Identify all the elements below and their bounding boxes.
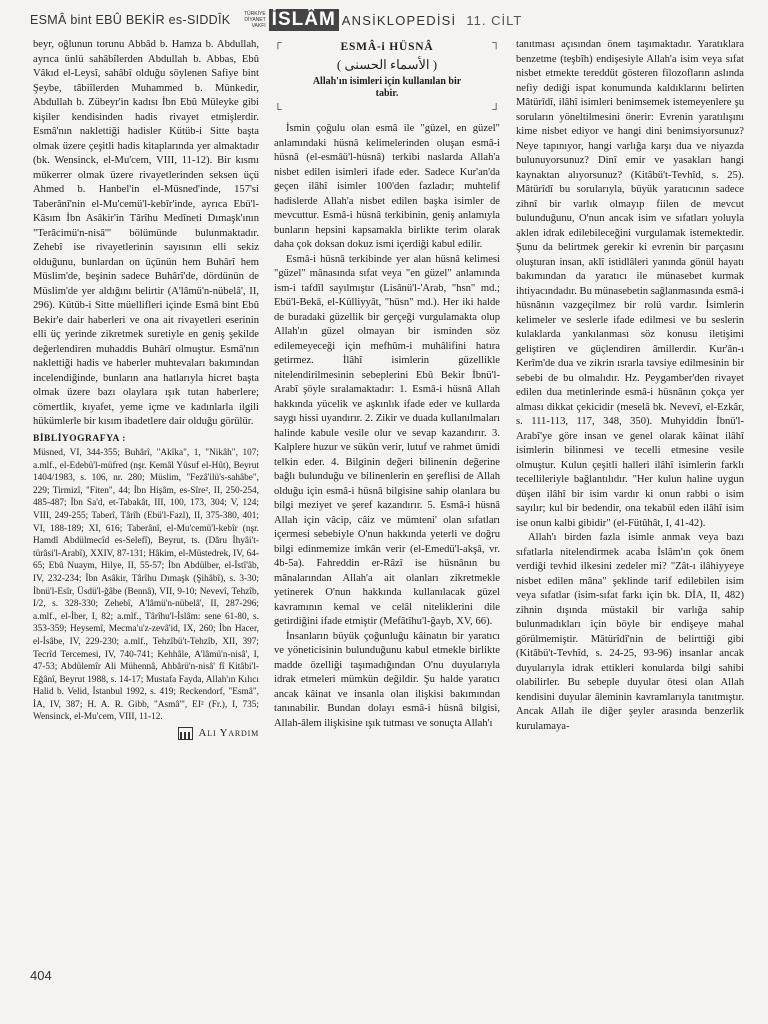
corner-mark-icon: ┘ xyxy=(492,104,500,116)
column-right xyxy=(516,38,744,734)
column-middle xyxy=(274,38,500,731)
body-paragraph: İnsanların büyük çoğunluğu kâinatın bir yaratıcı ve yöneticisinin bulunduğunu kabul etmekle birlikte madde özelliği taşımadığından O'nu duyularıyla idrak etmeleri mümkün değildir. Şu halde yaratıcı ancak kâinat ve insanla olan ilişkisi bakımından tanınabilir. Bundan dolayı esmâ-i hüsnâ bilgisi, Allah-âlem ilişkisine ışık tutması ve sonuçta Allah'ı xyxy=(274,630,500,729)
body-paragraph: İsmin çoğulu olan esmâ ile "güzel, en güzel" anlamındaki hüsnâ kelimelerinden oluşan esmâ-i hüsnâ (el-esmâü'l-hüsnâ) terkibi naslarda Allah'a nisbet edilen isimleri ifade eder. Sadece Kur'an'da geçen ilâhî isimler 100'den fazladır; muhtelif hadislerde Allah'a nisbet edilen başka isimler de mevcuttur. Esmâ-i hüsnâ terkibinin, geniş anlamıyla bunların hepsini kapsamakla birlikte terim olarak daha çok doksan dokuz ismi içerdiği kabul edilir. xyxy=(274,123,500,250)
corner-mark-icon: ┌ xyxy=(274,37,282,49)
bibliography-text: Müsned, VI, 344-355; Buhârî, "Akîka", 1, "Nikâh", 107; a.mlf., el-Edebü'l-müfred (nşr. Kemâl Yûsuf el-Hût), Beyrut 1404/1983, s. 106, nr. 280; Müslim, "Fezâ'ilü's-sahâbe", 229; Tirmizî, "Fiten", 44; İbn Hişâm, es-Sîre², II, 250-254, 485-487; İbn Sa'd, et-Tabakât, III, 100, 173, 304; V, 124; VIII, 249-255; Taberî, Târîh (Ebü'l-Fazl), II, 375-380, 401; VI, 188-189; XI, 616; Taberânî, el-Mu'cemü'l-kebîr (nşr. Hamdî Abdülmecîd es-Selefî), Beyrut, ts. (Dâru İhyâi't-türâsi'l-Arabî), XXIV, 87-131; Hâkim, el-Müstedrek, IV, 64-65; Ebû Nuaym, Hilye, II, 55-57; İbn Abdülber, el-İstî'âb, IV, 232-234; İbn Asâkir, Târîhu Dımaşk (Şihâbî), s. 3-30; İbnü'l-Esîr, Üsdü'l-ğâbe (Bennâ), VII, 9-10; Nevevî, Tehzîb, I/2, s. 328-330; Zehebî, A'lâmü'n-nübelâ', II, 287-296; a.mlf., el-İber, I, 82; a.mlf., Târîhu'l-İslâm: sene 61-80, s. 353-359; Heysemî, Mecma'u'z-zevâ'id, IX, 260; İbn Hacer, el-İsâbe, IV, 229-230; a.mlf., Tehzîbü't-Tehzîb, XII, 397; Tecrîd Tercemesi, IV, 740-741; Kehhâle, A'lâmü'n-nisâ', I, 47-53; Abdülemîr Ali Mühennâ, Ahbârü'n-nisâ' fî Kitâbi'l-Eğânî, Beyrut 1988, s. 14-17; Mustafa Fayda, Allah'ın Kılıcı Halid b. Velid, İstanbul 1992, s. 419; Reckendorf, "Esmâ", İA, IV, 387; H. A. R. Gibb, "Asmâ'", EI² (Fr.), I, 735; Wensinck, el-Mu'cem, VIII, 11-12. xyxy=(33,448,259,723)
volume-label: 11. CİLT xyxy=(466,12,523,28)
entry-definition: Allah'ın isimleri için kullanılan bir tabir. xyxy=(312,75,462,99)
entry-title: ESMÂ-i HÜSNÂ xyxy=(340,41,434,53)
body-paragraph: Allah'ı birden fazla isimle anmak veya bazı sıfatlarla nitelendirmek acaba İslâm'ın çok önem verdiği tevhid ilkesini zedeler mi? "Zât-ı ilâhiyyeye nisbet edilen mâna" şeklinde tarif edilebilen isim veya sıfatlar (isim-sıfat farkı için bk. DİA, II, 482) zihnin dışında müstakil bir varlığa sahip bulunmadıkları için böyle bir endişeye mahal görülmemiştir. Mâtürîdî'nin de belirttiği gibi (Kitâbü't-Tevhîd, s. 24-25, 93-96) insanlar ancak duyularıyla idrak ettikleri konularda bilgi sahibi olabilirler. Bu sebeple duyular ötesi olan Allah kendisini duyular âleminin kavramlarıyla tanıtmıştır. Ancak Allah ile diğer şeyler arasında benzerlik kurulamaya- xyxy=(516,532,744,732)
brand-publisher-line: TÜRKİYE xyxy=(244,11,266,17)
body-paragraph: Esmâ-i hüsnâ terkibinde yer alan hüsnâ kelimesi "güzel" mânasında sıfat veya "en güzel" anlamında ism-i tafdîl sayılmıştır (Lisânü'l-'Arab, "hsn" md.; Ebü'l-Bekā, el-Külliyyât, "hüsn" md.). Her iki halde de buradaki güzellik bir gerçeği vurgulamakta olup Allah'ın güzel olmayan bir isminden söz edilemeyeceği için mefhûm-i muhâlifini hatıra getirmez. İlâhî isimlerin güzellikle nitelendirilmesinin sebeplerini Ebû Bekir İbnü'l-Arabî şöyle sıralamaktadır: 1. Esmâ-i hüsnâ Allah hakkında yücelik ve aşkınlık ifade eder ve kullarda saygı hissi uyandırır. 2. Zikir ve duada kullanılmaları halinde kabule vesile olur ve sevap kazandırır. 3. Kalplere huzur ve sükûn verir, lutuf ve rahmet ümidi telkin eder. 4. Bilginin değeri bilinenin değerine bağlı bulunduğu ve bilinenlerin en şereflisi de Allah olduğu için esmâ-i hüsnâ bilgisine sahip olanlara bu bilgi meziyet ve şeref kazandırır. 5. Esmâ-i hüsnâ Allah için vâcip, câiz ve mümteni' olan sıfatları içermesi sebebiyle O'nun hakkında yeterli ve doğru bilgi edinmemize imkân verir (el-Emedü'l-akşâ, vr. 4b-5a). Fahreddin er-Râzî ise hüsnânın bu mânalarından Allah'a ait olanları zikretmekle yetinerek O'nun hakkında kullanılacak güzel kavramının kemal ve celâl niteliklerini dile getirdiğini ifade etmiştir (Mefâtîhu'l-ğayb, XV, 66). xyxy=(274,253,500,627)
bibliography-heading: BİBLİYOGRAFYA : xyxy=(33,433,126,444)
body-paragraph: tanıtması açısından önem taşımaktadır. Yaratıklara benzetme (teşbîh) endişesiyle Allah'a isim veya sıfat nisbet etmekte tereddüt gösteren filozofların aslında nefiy dediği ispat konumunda kaldıklarını belirten Mâtürîdî, ilâhî isimleri benimsemek istemeyenlere şu soruların yöneltilmesini önerir: Evrenin yaratılışını kime nisbet ediyor ve hangi dini benimsiyorsunuz? Neye tapınıyor, hangi varlığa karşı dua ve niyazda bulunuyorsunuz? Dinî emir ve yasakları hangi kaynaktan alıyorsunuz? (Kitâbü't-Tevhîd, s. 25). Mâtürîdî bu sorularıyla, büyük yaratıcının sadece zihnî bir varlık olmayıp fiilen de mevcut bulunduğunu, O'nun ancak isim ve sıfatları yoluyla aklen idrak edilebileceğini vurgulamak istemektedir. Şunu da belirtmek gerekir ki evrenin bir parçasını oluşturan insan, aklî istidlâleri yanında gönül hayatı bakımından da yaratıcı ile münasebet kurmak ihtiyacındadır. Bu münasebetin sağlanmasında esmâ-i hüsnânın vazgeçilmez bir rolü vardır. İsimlerin kelimeler ve seslerle ifade edilmesi ve bu seslerin kulaklarda yankılanması söz konusu iletişimi geliştiren ve güçlendiren âmillerdir. Kur'ân-ı Kerîm'de dua ve zikrin ısrarla tavsiye edilmesinin bir sebebi de bu olmalıdır. Hz. Peygamber'den rivayet edilen dua metinlerinde esmâ-i hüsnânın çokça yer alması dikkat çekicidir (meselâ bk. Nevevî, el-Ezkâr, s. 111-113, 117, 348, 350). Muhyiddin İbnü'l-Arabî'ye göre insan ve genel olarak kâinat ilâhî isimlerin bilinmesi ve tecelli etmesine vesile olmuştur. Kulun çeşitli halleri ilâhî isimlerin farklı tecellileriyle bağlantılıdır. "Her kulun haline uygun düşen ilâhî bir isim vardır ki onun rabbi o isim sayılır; kul bir bedendir, ona tekabül eden ilâhî isim ise onun kalbi gibidir" (el-Fütûhât, I, 41-42). xyxy=(516,39,745,529)
brand-publisher-line: VAKFI xyxy=(251,23,266,29)
author-signature xyxy=(33,726,259,741)
page-header xyxy=(30,6,738,34)
brand-publisher xyxy=(244,11,266,29)
entry-heading-box xyxy=(274,38,500,116)
corner-mark-icon: ┐ xyxy=(492,37,500,49)
brand-publisher-line: DİYANET xyxy=(244,17,266,23)
running-head: ESMÂ bint EBÛ BEKİR es-SIDDÎK xyxy=(30,13,231,27)
entry-arabic-title: ( الأسماء الحسنى ) xyxy=(336,56,438,72)
encyclopedia-brand xyxy=(244,6,522,34)
brand-islam-logo: İSLÂM xyxy=(269,9,339,31)
author-name: Ali Yardım xyxy=(198,727,259,740)
page-number: 404 xyxy=(30,968,52,983)
corner-mark-icon: └ xyxy=(274,104,282,116)
building-icon xyxy=(178,727,193,740)
column-left xyxy=(33,38,259,741)
brand-title: ANSİKLOPEDİSİ xyxy=(341,12,457,28)
body-paragraph: beyr, oğlunun torunu Abbâd b. Hamza b. Abdullah, ayrıca ünlü sahâbîlerden Abdullah b. Abbas, Ebû Vâkıd el-Leysî, sahâbî olduğu söylenen Safiye bint Şeybe, tâbiîlerden Muhammed b. Münkedir, Abdullah b. Zübeyr'in kadısı İbn Ebû Müleyke gibi kişiler kendisinden hadis rivayet etmişlerdir. Esmâ'nın naklettiği hadisler Kütüb-i Sitte başta olmak üzere çeşitli hadis kitaplarında yer almaktadır (bk. Wensinck, el-Mu'cem, VIII, 11-12). Bir kısmı mükerrer olmak üzere rivayetlerinden seksen üçü Ahmed b. Hanbel'in el-Müsned'inde, 157'si Taberânî'nin el-Mu'cemü'l-kebîr'inde, ayrıca Ebü'l-Kâsım İbn Asâkir'in Târîhu Medîneti Dımaşk'ının "Terâcimü'n-nisâ'" bölümünde bulunmaktadır. Zehebî ise rivayetlerinin sayısının elli sekiz olduğunu, bunlardan on üçünün hem Buhârî hem Müslim'de, beşinin sadece Buhârî'de, dördünün de Müslim'de yer aldığını belirtir (A'lâmü'n-nübelâ', II, 296). Kütüb-i Sitte müellifleri içinde Esmâ bint Ebû Bekir'e dair haberleri ve ona ait rivayetleri eserinin elli üç yerinde zikretmek suretiyle en geniş şekilde değerlendiren muhaddis Buhârî olmuştur. Esmâ'nın naklettiği hadis ve haberler muhtevaları bakımından incelendiğinde, bunların ana hatlarıyla hicret başta olmak üzere bazı olaylara ışık tutan haberlere; cömertlik, kıyafet, yeme içme ve kadınlarla ilgili hükümlerle bir kısım ibadetlere dair olduğu görülür. xyxy=(33,39,259,427)
